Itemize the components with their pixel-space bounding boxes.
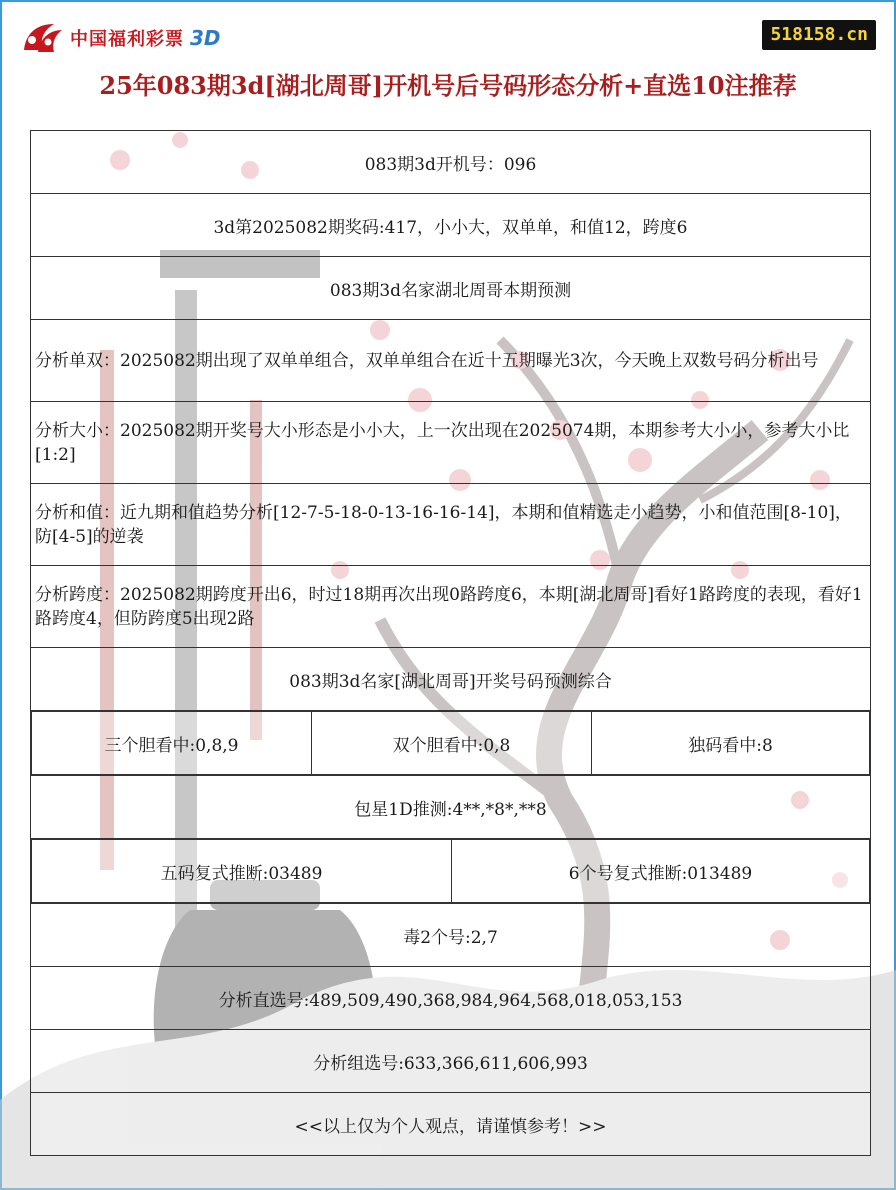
table-row [31, 904, 871, 967]
site-badge[interactable]: 518158.cn [762, 20, 876, 50]
table-row [31, 131, 871, 194]
table-row [31, 194, 871, 257]
lottery-logo-icon [20, 20, 64, 56]
table-row [31, 402, 871, 484]
lottery-logo [20, 20, 221, 56]
logo-3d-text: 3D [190, 26, 221, 50]
span-analysis-cell: 分析跨度：2025082期跨度开出6，时过18期再次出现0路跨度6，本期[湖北周哥]看好1路跨度的表现，看好1路跨度4，但防跨度5出现2路 [31, 566, 871, 648]
disclaimer-cell: <<以上仅为个人观点，请谨慎参考！>> [31, 1093, 871, 1156]
table-row [31, 484, 871, 566]
sum-analysis-cell: 分析和值：近九期和值趋势分析[12-7-5-18-0-13-16-16-14]，本期和值精选走小趋势，小和值范围[8-10]，防[4-5]的逆袭 [31, 484, 871, 566]
last-draw-cell: 3d第2025082期奖码:417，小小大，双单单，和值12，跨度6 [31, 194, 871, 257]
direct-pick-cell: 分析直选号:489,509,490,368,984,964,568,018,053,153 [31, 967, 871, 1030]
size-analysis-cell: 分析大小：2025082期开奖号大小形态是小小大，上一次出现在2025074期，本期参考大小小，参考大小比[1:2] [31, 402, 871, 484]
expert-title-cell: 083期3d名家湖北周哥本期预测 [31, 257, 871, 320]
table-row [31, 967, 871, 1030]
table-row [31, 776, 871, 839]
table-row [31, 1093, 871, 1156]
summary-title-cell: 083期3d名家[湖北周哥]开奖号码预测综合 [31, 648, 871, 711]
star-1d-cell: 包星1D推测:4**,*8*,**8 [31, 776, 871, 839]
table-row [31, 648, 871, 711]
table-row [31, 566, 871, 648]
five-code-cell: 五码复式推断:03489 [32, 840, 452, 903]
odd-even-analysis-cell: 分析单双：2025082期出现了双单单组合，双单单组合在近十五期曝光3次，今天晚上双数号码分析出号 [31, 320, 871, 402]
three-dan-cell: 三个胆看中:0,8,9 [32, 712, 312, 775]
kill-two-cell: 毒2个号:2,7 [31, 904, 871, 967]
table-row [31, 1030, 871, 1093]
header [0, 0, 896, 130]
table-row [31, 839, 871, 904]
dan-row [31, 711, 870, 775]
two-dan-cell: 双个胆看中:0,8 [312, 712, 592, 775]
prediction-table [30, 130, 871, 1156]
open-number-cell: 083期3d开机号：096 [31, 131, 871, 194]
page-title: 25年083期3d[湖北周哥]开机号后号码形态分析+直选10注推荐 [99, 71, 797, 100]
table-row [31, 711, 871, 776]
single-code-cell: 独码看中:8 [592, 712, 870, 775]
table-row [31, 320, 871, 402]
group-pick-cell: 分析组选号:633,366,611,606,993 [31, 1030, 871, 1093]
logo-text: 中国福利彩票 [70, 29, 184, 50]
dan-row-cell [31, 711, 871, 776]
multi-code-row-cell [31, 839, 871, 904]
table-row [31, 257, 871, 320]
six-code-cell: 6个号复式推断:013489 [452, 840, 870, 903]
multi-code-row [31, 839, 870, 903]
